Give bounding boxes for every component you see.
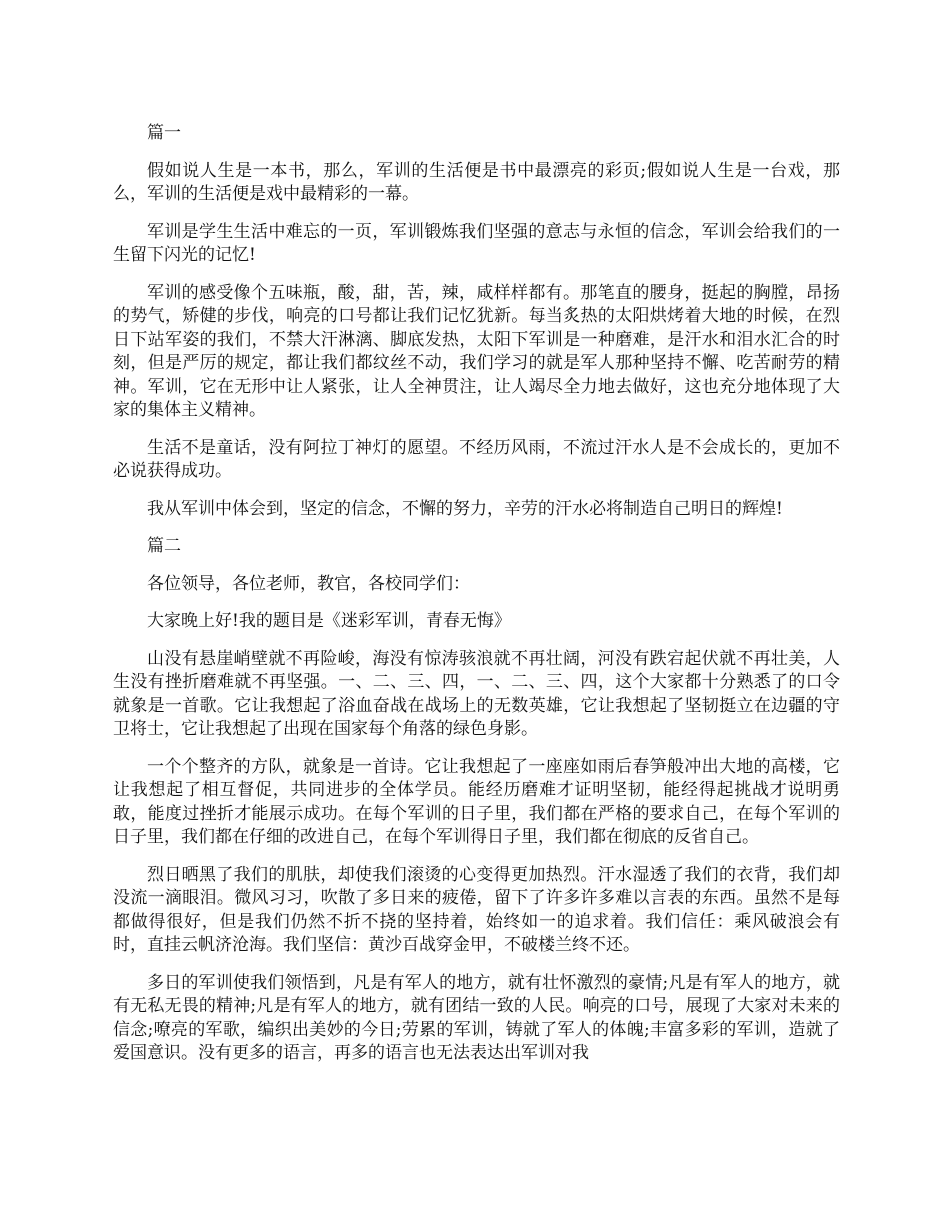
section-heading-2: 篇二	[147, 536, 181, 556]
document-page	[113, 122, 840, 1080]
paragraph: 山没有悬崖峭壁就不再险峻，海没有惊涛骇浪就不再壮阔，河没有跌宕起伏就不再壮美，人生没有挫折磨难就不再坚强。一、二、三、四，一、二、三、四，这个大家都十分熟悉了的口令就象是一首歌。它让我想起了浴血奋战在战场上的无数英雄，它让我想起了坚韧挺立在边疆的守卫将士，它让我想起了出现在国家每个角落的绿色身影。	[113, 648, 840, 739]
paragraph: 生活不是童话，没有阿拉丁神灯的愿望。不经历风雨，不流过汗水人是不会成长的，更加不必说获得成功。	[113, 437, 840, 481]
paragraph: 军训的感受像个五味瓶，酸，甜，苦，辣，咸样样都有。那笔直的腰身，挺起的胸膛，昂扬的势气，矫健的步伐，响亮的口号都让我们记忆犹新。每当炙热的太阳烘烤着大地的时候，在烈日下站军姿的我们，不禁大汗淋漓、脚底发热，太阳下军训是一种磨难，是汗水和泪水汇合的时刻，但是严厉的规定，都让我们都纹丝不动，我们学习的就是军人那种坚持不懈、吃苦耐劳的精神。军训，它在无形中让人紧张，让人全神贯注，让人竭尽全力地去做好，这也充分地体现了大家的集体主义精神。	[113, 282, 840, 420]
paragraph: 假如说人生是一本书，那么，军训的生活便是书中最漂亮的彩页;假如说人生是一台戏，那么，军训的生活便是戏中最精彩的一幕。	[113, 160, 840, 204]
paragraph: 多日的军训使我们领悟到，凡是有军人的地方，就有壮怀激烈的豪情;凡是有军人的地方，就有无私无畏的精神;凡是有军人的地方，就有团结一致的人民。响亮的口号，展现了大家对未来的信念;嘹亮的军歌，编织出美妙的今日;劳累的军训，铸就了军人的体魄;丰富多彩的军训，造就了爱国意识。没有更多的语言，再多的语言也无法表达出军训对我	[113, 972, 840, 1063]
salutation: 各位领导，各位老师，教官，各校同学们：	[147, 573, 470, 594]
paragraph: 一个个整齐的方队，就象是一首诗。它让我想起了一座座如雨后春笋般冲出大地的高楼，它让我想起了相互督促，共同进步的全体学员。能经历磨难才证明坚韧，能经得起挑战才说明勇敢，能度过挫折才能展示成功。在每个军训的日子里，我们都在严格的要求自己，在每个军训的日子里，我们都在仔细的改进自己，在每个军训得日子里，我们都在彻底的反省自己。	[113, 756, 840, 847]
speech-title-line: 大家晚上好!我的题目是《迷彩军训，青春无悔》	[147, 611, 511, 631]
paragraph: 烈日晒黑了我们的肌肤，却使我们滚烫的心变得更加热烈。汗水湿透了我们的衣背，我们却没流一滴眼泪。微风习习，吹散了多日来的疲倦，留下了许多许多难以言表的东西。虽然不是每都做得很好，但是我们仍然不折不挠的坚持着，始终如一的追求着。我们信任：乘风破浪会有时，直挂云帆济沧海。我们坚信：黄沙百战穿金甲，不破楼兰终不还。	[113, 864, 840, 955]
paragraph: 我从军训中体会到，坚定的信念，不懈的努力，辛劳的汗水必将制造自己明日的辉煌!	[147, 498, 783, 519]
paragraph: 军训是学生生活中难忘的一页，军训锻炼我们坚强的意志与永恒的信念，军训会给我们的一生留下闪光的记忆!	[113, 221, 840, 265]
section-heading-1: 篇一	[147, 123, 181, 143]
